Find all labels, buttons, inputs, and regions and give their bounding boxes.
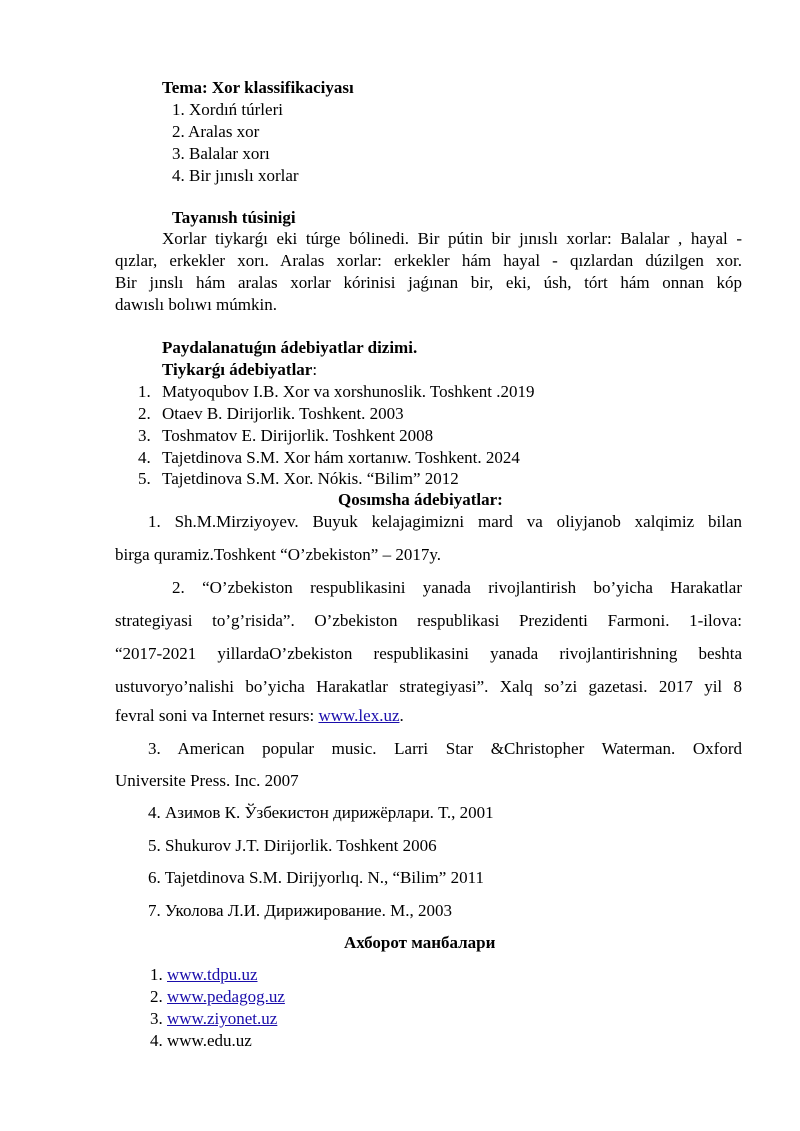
main-literature-colon: : — [312, 360, 318, 379]
main-item-5: Tajetdinova S.M. Xor. Nókis. “Bilim” 2012 — [162, 469, 459, 488]
concept-line-2: qızlar, erkekler xorı. Aralas xorlar: erkekler hám hayal - qızlardan dúzilgen xor. — [115, 251, 742, 270]
additional-2-line-3: “2017-2021 yillardaO’zbekiston respublikasini yanada rivojlantirishning beshta — [115, 644, 742, 663]
source-item-1-num: 1. — [150, 965, 167, 984]
additional-2-line-5 — [115, 706, 404, 726]
additional-5: 5. Shukurov J.T. Dirijorlik. Toshkent 2006 — [148, 836, 437, 855]
edu-uz-text: www.edu.uz — [167, 1031, 252, 1050]
concept-line-1: Xorlar tiykarǵı eki túrge bólinedi. Bir pútin bir jınıslı xorlar: Balalar , hayal - — [162, 229, 742, 248]
topic-item-1: 1. Xordıń túrleri — [172, 100, 283, 119]
main-literature-heading — [162, 360, 317, 380]
main-item-3: Toshmatov E. Dirijorlik. Toshkent 2008 — [162, 426, 434, 445]
topic-item-3: 3. Balalar xorı — [172, 144, 270, 163]
topic-item-4: 4. Bir jınıslı xorlar — [172, 166, 299, 185]
ziyonet-link[interactable]: www.ziyonet.uz — [167, 1009, 278, 1028]
main-item-2: Otaev B. Dirijorlik. Toshkent. 2003 — [162, 404, 404, 423]
additional-2-line-5-suffix: . — [399, 706, 404, 725]
tdpu-link[interactable]: www.tdpu.uz — [167, 965, 258, 984]
main-item-3-num: 3. — [138, 426, 151, 445]
source-item-2 — [150, 987, 285, 1007]
main-item-5-num: 5. — [138, 469, 151, 488]
source-item-3-num: 3. — [150, 1009, 167, 1028]
source-item-2-num: 2. — [150, 987, 167, 1006]
main-item-4: Tajetdinova S.M. Xor hám xortanıw. Toshkent. 2024 — [162, 448, 520, 467]
main-item-1-num: 1. — [138, 382, 151, 401]
additional-2-line-5-text: fevral soni va Internet resurs: — [115, 706, 319, 725]
concept-heading: Tayanısh túsinigi — [172, 208, 296, 227]
additional-2-line-2: strategiyasi to’g’risida”. O’zbekiston respublikasi Prezidenti Farmoni. 1-ilova: — [115, 611, 742, 630]
literature-heading: Paydalanatuǵın ádebiyatlar dizimi. — [162, 338, 418, 357]
source-item-4-num: 4. — [150, 1031, 167, 1050]
lex-uz-link[interactable]: www.lex.uz — [318, 706, 400, 725]
additional-3-line-2: Universite Press. Inc. 2007 — [115, 771, 299, 790]
sources-heading: Ахборот манбалари — [344, 933, 496, 952]
additional-6: 6. Tajetdinova S.M. Dirijyorlıq. N., “Bilim” 2011 — [148, 868, 484, 887]
topic-item-2: 2. Aralas xor — [172, 122, 260, 141]
source-item-4 — [150, 1031, 252, 1051]
source-item-1 — [150, 965, 258, 985]
additional-1-line-1: 1. Sh.M.Mirziyoyev. Buyuk kelajagimizni mard va oliyjanob xalqimiz bilan — [148, 512, 742, 531]
concept-line-4: dawıslı bolıwı múmkin. — [115, 295, 277, 314]
additional-7: 7. Уколова Л.И. Дирижирование. М., 2003 — [148, 901, 452, 920]
concept-line-3: Bir jınslı hám aralas xorlar kórinisi jaǵınan bir, eki, úsh, tórt hám onnan kóp — [115, 273, 742, 292]
additional-1-line-2: birga quramiz.Toshkent “O’zbekiston” – 2017y. — [115, 545, 441, 564]
main-item-2-num: 2. — [138, 404, 151, 423]
main-item-4-num: 4. — [138, 448, 151, 467]
main-item-1: Matyoqubov I.B. Xor va xorshunoslik. Toshkent .2019 — [162, 382, 535, 401]
topic-heading: Tema: Xor klassifikaciyası — [162, 78, 354, 97]
additional-2-line-1: 2. “O’zbekiston respublikasini yanada rivojlantirish bo’yicha Harakatlar — [172, 578, 742, 597]
additional-2-line-4: ustuvoryo’nalishi bo’yicha Harakatlar strategiyasi”. Xalq so’zi gazetasi. 2017 yil 8 — [115, 677, 742, 696]
main-literature-title: Tiykarǵı ádebiyatlar — [162, 360, 313, 379]
additional-literature-heading: Qosımsha ádebiyatlar: — [338, 490, 503, 509]
additional-4: 4. Азимов К. Ўзбекистон дирижёрлари. Т., 2001 — [148, 803, 494, 822]
additional-3-line-1: 3. American popular music. Larri Star &Christopher Waterman. Oxford — [148, 739, 742, 758]
source-item-3 — [150, 1009, 277, 1029]
pedagog-link[interactable]: www.pedagog.uz — [167, 987, 285, 1006]
